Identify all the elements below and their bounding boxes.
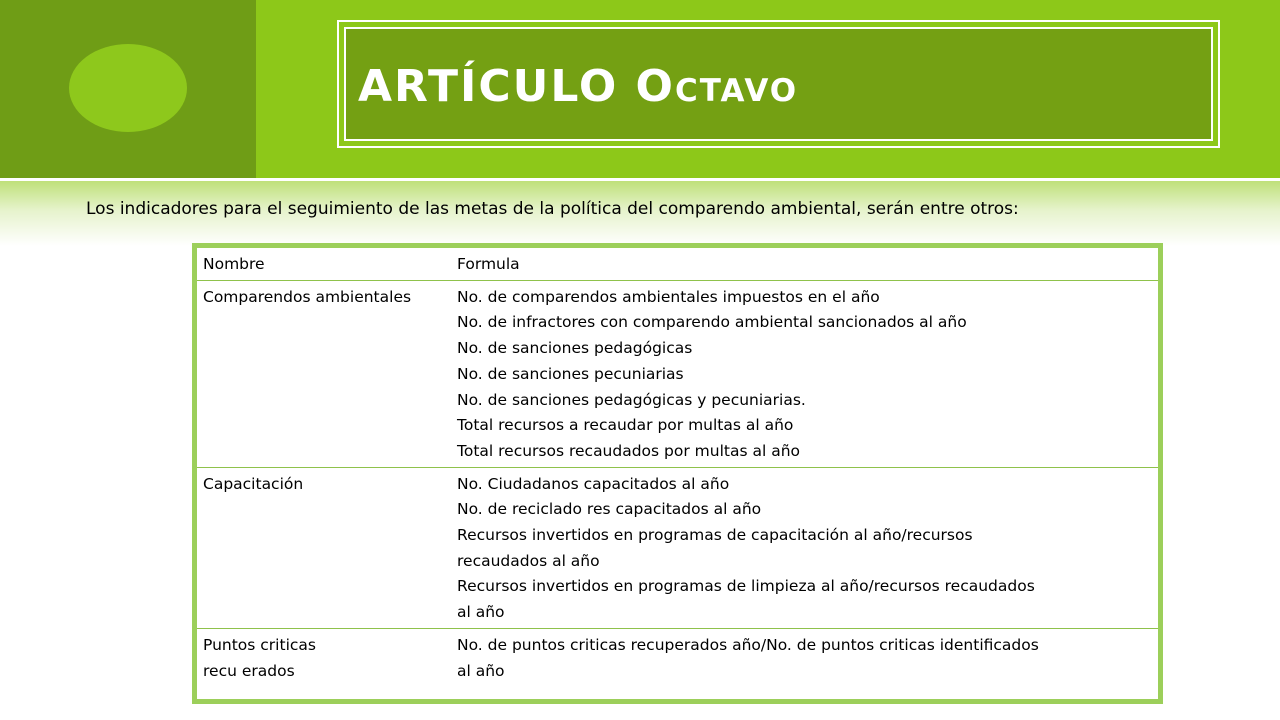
formula-line: Recursos invertidos en programas de capacitación al año/recursos [457,526,973,545]
formula-line: Total recursos recaudados por multas al año [457,441,801,460]
formula-line: No. de infractores con comparendo ambiental sancionados al año [457,313,967,332]
table-row [197,467,1158,628]
formula-line: No. de sanciones pecuniarias [457,364,684,383]
formula-line: Total recursos a recaudar por multas al año [457,416,794,435]
formula-line: No. de sanciones pedagógicas [457,339,693,358]
row-name-line: Capacitación [203,474,304,493]
formula-line: No. de sanciones pedagógicas y pecuniarias. [457,390,806,409]
formula-line: No. de puntos criticas recuperados año/No. de puntos criticas identificados [457,635,1039,654]
intro-text: Los indicadores para el seguimiento de las metas de la política del comparendo ambiental, serán entre otros: [86,199,1019,219]
formula-line: No. de comparendos ambientales impuestos en el año [457,287,880,306]
header-cell-nombre: Nombre [197,248,451,280]
row-formula-cell [451,467,1158,628]
formula-line: Recursos invertidos en programas de limpieza al año/recursos recaudados [457,577,1035,596]
table-header-row [197,248,1158,280]
row-name-line: recu erados [203,661,295,680]
header-left-block [0,0,256,178]
formula-line: al año [457,603,505,622]
indicators-table [192,243,1163,704]
table-row [197,280,1158,467]
slide-title: ARTÍCULO Octavo [358,60,799,112]
row-name-cell [197,628,451,686]
decorative-circle [69,44,187,132]
formula-line: No. de reciclado res capacitados al año [457,500,762,519]
row-name-cell [197,280,451,467]
header-cell-formula: Formula [451,248,1158,280]
formula-line: No. Ciudadanos capacitados al año [457,474,730,493]
formula-line: recaudados al año [457,551,600,570]
row-formula-cell [451,280,1158,467]
row-name-line: Comparendos ambientales [203,287,412,306]
row-formula-cell [451,628,1158,686]
table-row [197,628,1158,686]
title-box [344,27,1213,141]
row-name-cell [197,467,451,628]
formula-line: al año [457,661,505,680]
title-frame [337,20,1220,148]
row-name-line: Puntos criticas [203,635,316,654]
